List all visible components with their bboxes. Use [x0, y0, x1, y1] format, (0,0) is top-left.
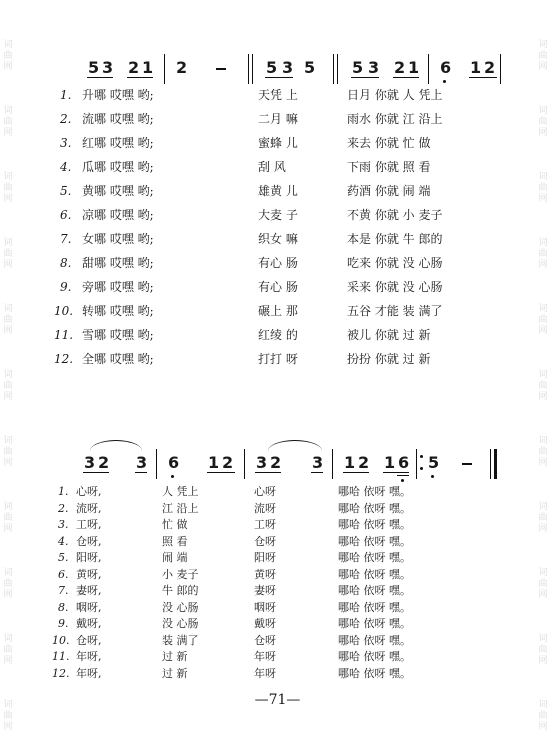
- lyric-part-d: 哪哈 依呀 嘿。: [338, 518, 411, 531]
- note: 1: [408, 58, 420, 77]
- lyric-part-b: 忙 做: [162, 518, 188, 531]
- watermark-text: 词曲网: [3, 700, 13, 732]
- watermark-text: 词曲网: [3, 634, 13, 666]
- beam-underline: [83, 472, 109, 473]
- lyric-part-b: 碾上 那: [258, 304, 298, 318]
- lyric-part-a: 转哪 哎嘿 哟;: [82, 304, 154, 318]
- lyric-part-c: 流呀: [254, 501, 276, 515]
- lyric-part-d: 哪哈 依呀 嘿。: [338, 567, 411, 581]
- lyric-part-c: 药酒 你就 闹 端: [347, 184, 431, 198]
- watermark-text: 词曲网: [538, 568, 548, 600]
- verse-number: 5.: [60, 184, 72, 198]
- lyric-part-c: 心呀: [254, 485, 276, 498]
- lyric-part-a: 红哪 哎嘿 哟;: [82, 136, 154, 150]
- lyric-part-a: 妻呀,: [76, 584, 102, 597]
- lyric-part-a: 流呀,: [76, 501, 102, 515]
- lyric-part-b: 人 凭上: [162, 485, 199, 498]
- watermark-text: 词曲网: [3, 172, 13, 204]
- lyric-part-c: 工呀: [254, 518, 276, 531]
- lyric-part-d: 哪哈 依呀 嘿。: [338, 485, 411, 498]
- verse-number: 3.: [58, 518, 69, 531]
- lyric-part-c: 下雨 你就 照 看: [347, 160, 431, 174]
- lyric-part-b: 大麦 子: [258, 208, 298, 222]
- lyric-part-b: 二月 嘛: [258, 112, 298, 126]
- beam-underline-second: [397, 475, 409, 476]
- note: 3: [312, 453, 324, 472]
- lyric-part-a: 年呀,: [76, 650, 102, 663]
- lyric-part-c: 年呀: [254, 650, 276, 663]
- watermark-text: 词曲网: [3, 40, 13, 72]
- lyric-part-c: 妻呀: [254, 584, 276, 597]
- barline: [252, 54, 253, 84]
- lyric-part-b: 过 新: [162, 666, 188, 680]
- note: 1: [470, 58, 482, 77]
- note: 6: [168, 453, 180, 472]
- tie-arc: [268, 440, 322, 451]
- lyric-part-c: 本是 你就 牛 郎的: [347, 232, 443, 246]
- note: 3: [84, 453, 96, 472]
- note: 2: [176, 58, 188, 77]
- lyric-part-d: 哪哈 依呀 嘿。: [338, 600, 411, 614]
- lyric-part-b: 没 心肠: [162, 600, 199, 614]
- verse-number: 7.: [58, 584, 69, 597]
- note: 2: [98, 453, 110, 472]
- sustain-dash: [216, 68, 226, 70]
- note: 3: [102, 58, 114, 77]
- lyric-part-a: 女哪 哎嘿 哟;: [82, 232, 154, 246]
- lyric-part-d: 哪哈 依呀 嘿。: [338, 666, 411, 680]
- note: 5: [304, 58, 316, 77]
- barline: [416, 449, 417, 479]
- watermark-text: 词曲网: [538, 700, 548, 732]
- watermark-text: 词曲网: [538, 304, 548, 336]
- lyric-part-a: 黄呀,: [76, 567, 102, 581]
- lyric-part-b: 江 沿上: [162, 501, 199, 515]
- verse-number: 9.: [58, 617, 69, 630]
- lyric-part-b: 有心 肠: [258, 280, 298, 294]
- note: 2: [394, 58, 406, 77]
- note: 3: [368, 58, 380, 77]
- note: 1: [384, 453, 396, 472]
- watermark-text: 词曲网: [538, 370, 548, 402]
- lyric-part-a: 流哪 哎嘿 哟;: [82, 112, 154, 126]
- tie-arc: [90, 440, 142, 451]
- lyric-part-c: 年呀: [254, 666, 276, 680]
- verse-number: 5.: [58, 551, 69, 564]
- note: 6: [398, 453, 410, 472]
- barline: [337, 54, 338, 84]
- lyric-part-a: 仓呀,: [76, 534, 102, 548]
- lyric-part-b: 小 麦子: [162, 567, 199, 581]
- lyric-part-b: 天凭 上: [258, 88, 298, 102]
- lyric-part-a: 年呀,: [76, 666, 102, 680]
- watermark-text: 词曲网: [3, 238, 13, 270]
- lyric-part-c: 扮扮 你就 过 新: [347, 352, 431, 366]
- lyric-part-a: 升哪 哎嘿 哟;: [82, 88, 154, 102]
- note: 6: [440, 58, 452, 77]
- verse-number: 1.: [60, 88, 72, 102]
- note: 2: [358, 453, 370, 472]
- watermark-text: 词曲网: [538, 40, 548, 72]
- watermark-text: 词曲网: [538, 172, 548, 204]
- watermark-text: 词曲网: [538, 106, 548, 138]
- lyric-part-b: 刮 风: [258, 160, 286, 174]
- beam-underline: [255, 472, 281, 473]
- verse-number: 8.: [58, 600, 69, 614]
- lyric-part-d: 哪哈 依呀 嘿。: [338, 584, 411, 597]
- beam-underline: [383, 472, 409, 473]
- lyric-part-a: 咽呀,: [76, 600, 102, 614]
- beam-underline: [343, 472, 369, 473]
- lyric-part-c: 戴呀: [254, 617, 276, 630]
- lyric-part-d: 哪哈 依呀 嘿。: [338, 551, 411, 564]
- lyric-part-c: 阳呀: [254, 551, 276, 564]
- lyric-part-b: 雄黄 儿: [258, 184, 298, 198]
- lyric-part-d: 哪哈 依呀 嘿。: [338, 633, 411, 647]
- verse-number: 9.: [60, 280, 72, 294]
- watermark-text: 词曲网: [538, 238, 548, 270]
- final-barline-thin: [490, 449, 491, 479]
- lyric-part-a: 工呀,: [76, 518, 102, 531]
- note: 3: [256, 453, 268, 472]
- lyric-part-b: 装 满了: [162, 633, 199, 647]
- note: 2: [484, 58, 496, 77]
- repeat-dot: [420, 467, 423, 470]
- watermark-text: 词曲网: [538, 634, 548, 666]
- verse-number: 7.: [60, 232, 72, 246]
- lyric-part-b: 闹 端: [162, 551, 188, 564]
- beam-underline: [135, 472, 147, 473]
- verse-number: 10.: [54, 304, 74, 318]
- lyric-part-c: 采来 你就 没 心肠: [347, 280, 443, 294]
- watermark-text: 词曲网: [3, 106, 13, 138]
- lyric-part-b: 红绫 的: [258, 328, 298, 342]
- verse-number: 4.: [58, 534, 69, 548]
- barline: [164, 54, 165, 84]
- verse-number: 2.: [58, 501, 69, 515]
- verse-number: 10.: [52, 633, 70, 647]
- verse-number: 4.: [60, 160, 72, 174]
- beam-underline: [311, 472, 323, 473]
- verse-number: 11.: [52, 650, 70, 663]
- low-octave-dot: [171, 475, 174, 478]
- lyric-part-b: 照 看: [162, 534, 188, 548]
- watermark-text: 词曲网: [3, 370, 13, 402]
- lyric-part-a: 心呀,: [76, 485, 102, 498]
- low-octave-dot: [401, 479, 404, 482]
- verse-number: 6.: [60, 208, 72, 222]
- lyric-part-a: 仓呀,: [76, 633, 102, 647]
- lyric-part-c: 雨水 你就 江 沿上: [347, 112, 443, 126]
- beam-underline: [351, 77, 379, 78]
- lyric-part-a: 旁哪 哎嘿 哟;: [82, 280, 154, 294]
- lyric-part-c: 仓呀: [254, 633, 276, 647]
- lyric-part-d: 哪哈 依呀 嘿。: [338, 534, 411, 548]
- note: 5: [266, 58, 278, 77]
- watermark-text: 词曲网: [3, 436, 13, 468]
- verse-number: 6.: [58, 567, 69, 581]
- verse-number: 3.: [60, 136, 72, 150]
- lyric-part-c: 来去 你就 忙 做: [347, 136, 431, 150]
- watermark-text: 词曲网: [3, 502, 13, 534]
- lyric-part-b: 打打 呀: [258, 352, 298, 366]
- lyric-part-c: 吃来 你就 没 心肠: [347, 256, 443, 270]
- lyric-part-a: 全哪 哎嘿 哟;: [82, 352, 154, 366]
- lyric-part-b: 蜜蜂 儿: [258, 136, 298, 150]
- final-barline-thick: [494, 449, 497, 479]
- lyric-part-d: 哪哈 依呀 嘿。: [338, 650, 411, 663]
- lyric-part-c: 五谷 才能 装 满了: [347, 304, 443, 318]
- beam-underline: [127, 77, 153, 78]
- note: 2: [270, 453, 282, 472]
- lyric-part-c: 不黄 你就 小 麦子: [347, 208, 443, 222]
- barline: [244, 449, 245, 479]
- verse-number: 1.: [58, 485, 69, 498]
- verse-number: 2.: [60, 112, 72, 126]
- barline: [333, 54, 334, 84]
- lyric-part-a: 黄哪 哎嘿 哟;: [82, 184, 154, 198]
- note: 5: [352, 58, 364, 77]
- lyric-part-b: 没 心肠: [162, 617, 199, 630]
- lyric-part-d: 哪哈 依呀 嘿。: [338, 501, 411, 515]
- beam-underline: [393, 77, 419, 78]
- repeat-dot: [420, 455, 423, 458]
- lyric-part-a: 雪哪 哎嘿 哟;: [82, 328, 154, 342]
- barline: [428, 54, 429, 84]
- beam-underline: [87, 77, 113, 78]
- lyric-part-c: 黄呀: [254, 567, 276, 581]
- note: 1: [142, 58, 154, 77]
- lyric-part-b: 织女 嘛: [258, 232, 298, 246]
- page-number: —71—: [254, 692, 301, 708]
- note: 3: [282, 58, 294, 77]
- lyric-part-c: 被儿 你就 过 新: [347, 328, 431, 342]
- lyric-part-b: 过 新: [162, 650, 188, 663]
- note: 1: [208, 453, 220, 472]
- watermark-text: 词曲网: [538, 502, 548, 534]
- watermark-text: 词曲网: [3, 568, 13, 600]
- verse-number: 12.: [52, 666, 70, 680]
- lyric-part-a: 甜哪 哎嘿 哟;: [82, 256, 154, 270]
- barline: [156, 449, 157, 479]
- watermark-text: 词曲网: [538, 436, 548, 468]
- barline: [500, 54, 501, 84]
- verse-number: 11.: [54, 328, 74, 342]
- lyric-part-c: 仓呀: [254, 534, 276, 548]
- verse-number: 8.: [60, 256, 72, 270]
- lyric-part-c: 日月 你就 人 凭上: [347, 88, 443, 102]
- beam-underline: [207, 472, 235, 473]
- note: 1: [344, 453, 356, 472]
- sustain-dash: [462, 463, 472, 465]
- note: 2: [128, 58, 140, 77]
- left-watermark-strip: [2, 0, 18, 744]
- beam-underline: [469, 77, 497, 78]
- lyric-part-c: 咽呀: [254, 600, 276, 614]
- lyric-part-a: 阳呀,: [76, 551, 102, 564]
- note: 5: [88, 58, 100, 77]
- lyric-part-a: 戴呀,: [76, 617, 102, 630]
- note: 3: [136, 453, 148, 472]
- barline: [332, 449, 333, 479]
- lyric-part-b: 牛 郎的: [162, 584, 199, 597]
- watermark-text: 词曲网: [3, 304, 13, 336]
- note: 5: [428, 453, 440, 472]
- note: 2: [222, 453, 234, 472]
- lyric-part-a: 瓜哪 哎嘿 哟;: [82, 160, 154, 174]
- verse-number: 12.: [54, 352, 74, 366]
- barline: [248, 54, 249, 84]
- low-octave-dot: [431, 475, 434, 478]
- beam-underline: [265, 77, 293, 78]
- low-octave-dot: [443, 80, 446, 83]
- right-watermark-strip: [537, 0, 553, 744]
- lyric-part-b: 有心 肠: [258, 256, 298, 270]
- lyric-part-a: 凉哪 哎嘿 哟;: [82, 208, 154, 222]
- lyric-part-d: 哪哈 依呀 嘿。: [338, 617, 411, 630]
